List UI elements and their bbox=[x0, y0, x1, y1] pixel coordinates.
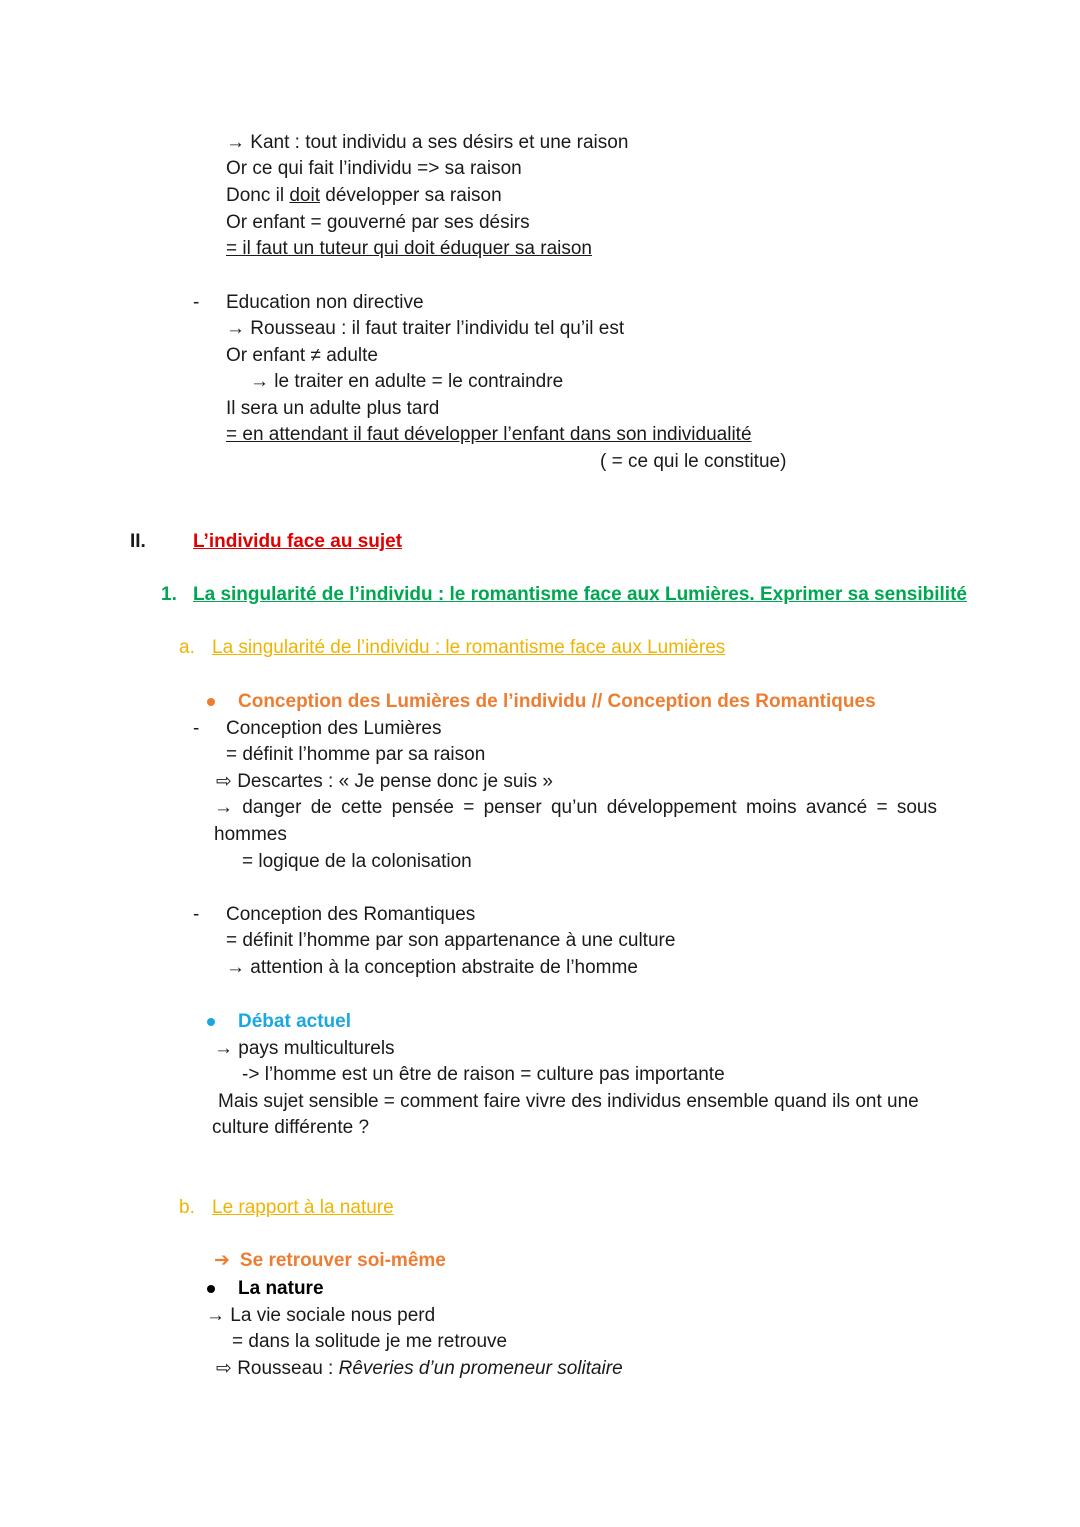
nondirective-line-5: Il sera un adulte plus tard bbox=[226, 398, 440, 419]
debat-heading: Débat actuel bbox=[238, 1011, 351, 1032]
nature-bullet: La nature bbox=[238, 1278, 324, 1299]
kant-line-2: Or ce qui fait l’individu => sa raison bbox=[226, 158, 522, 179]
kant-line-3: Donc il doit développer sa raison bbox=[226, 185, 502, 206]
romantiques-line-2: = définit l’homme par son appartenance à une culture bbox=[226, 930, 676, 951]
conception-line-4: → danger de cette pensée = penser qu’un développement moins avancé = sous bbox=[214, 797, 937, 818]
nondirective-line-4: → le traiter en adulte = le contraindre bbox=[250, 371, 564, 392]
debat-line-2: -> l’homme est un être de raison = culture pas importante bbox=[242, 1064, 725, 1085]
section-numeral: II. bbox=[130, 531, 146, 552]
romantiques-line-3: → attention à la conception abstraite de l’homme bbox=[226, 957, 638, 978]
conception-line-3: ⇨ Descartes : « Je pense donc je suis » bbox=[216, 771, 553, 792]
bullet-dot bbox=[207, 1285, 215, 1293]
subsection-title: La singularité de l’individu : le romantisme face aux Lumières. Exprimer sa sensibilité bbox=[193, 584, 967, 605]
list-dash: - bbox=[193, 292, 200, 313]
debat-line-4: culture différente ? bbox=[212, 1117, 370, 1138]
subsection-number: 1. bbox=[161, 584, 177, 605]
subsection-b-title: Le rapport à la nature bbox=[212, 1197, 394, 1218]
debat-line-3: Mais sujet sensible = comment faire vivre des individus ensemble quand ils ont une bbox=[218, 1091, 919, 1112]
conception-heading: Conception des Lumières de l’individu // Conception des Romantiques bbox=[238, 691, 876, 712]
nature-line-1: → La vie sociale nous perd bbox=[206, 1305, 436, 1326]
nondirective-line-3: Or enfant ≠ adulte bbox=[226, 345, 378, 366]
debat-line-1: → pays multiculturels bbox=[214, 1038, 395, 1059]
subsection-b-letter: b. bbox=[179, 1197, 195, 1218]
nature-arrow-heading: ➔ Se retrouver soi-même bbox=[214, 1250, 446, 1271]
conception-line-1: Conception des Lumières bbox=[226, 718, 442, 739]
nature-line-3: ⇨ Rousseau : Rêveries d’un promeneur solitaire bbox=[216, 1358, 623, 1379]
arrow-right-icon: ➔ bbox=[214, 1250, 230, 1271]
subsection-a-title: La singularité de l’individu : le romantisme face aux Lumières bbox=[212, 637, 726, 658]
kant-line-4: Or enfant = gouverné par ses désirs bbox=[226, 212, 530, 233]
kant-line-1: → Kant : tout individu a ses désirs et une raison bbox=[226, 132, 629, 153]
nature-line-2: = dans la solitude je me retrouve bbox=[232, 1331, 508, 1352]
nondirective-line-1: Education non directive bbox=[226, 292, 424, 313]
list-dash: - bbox=[193, 904, 200, 925]
section-title: L’individu face au sujet bbox=[193, 531, 403, 552]
nondirective-note: ( = ce qui le constitue) bbox=[600, 451, 787, 472]
list-dash: - bbox=[193, 718, 200, 739]
nondirective-conclusion: = en attendant il faut développer l’enfant dans son individualité bbox=[226, 424, 752, 445]
subsection-a-letter: a. bbox=[179, 637, 195, 658]
bullet-dot bbox=[207, 1018, 215, 1026]
bullet-dot bbox=[207, 698, 215, 706]
kant-conclusion: = il faut un tuteur qui doit éduquer sa raison bbox=[226, 238, 592, 259]
book-title: Rêveries d’un promeneur solitaire bbox=[338, 1358, 623, 1379]
conception-line-5: hommes bbox=[214, 824, 287, 845]
conception-line-2: = définit l’homme par sa raison bbox=[226, 744, 486, 765]
romantiques-line-1: Conception des Romantiques bbox=[226, 904, 476, 925]
doit-underlined: doit bbox=[289, 185, 320, 206]
nondirective-line-2: → Rousseau : il faut traiter l’individu tel qu’il est bbox=[226, 318, 625, 339]
conception-line-6: = logique de la colonisation bbox=[242, 851, 472, 872]
